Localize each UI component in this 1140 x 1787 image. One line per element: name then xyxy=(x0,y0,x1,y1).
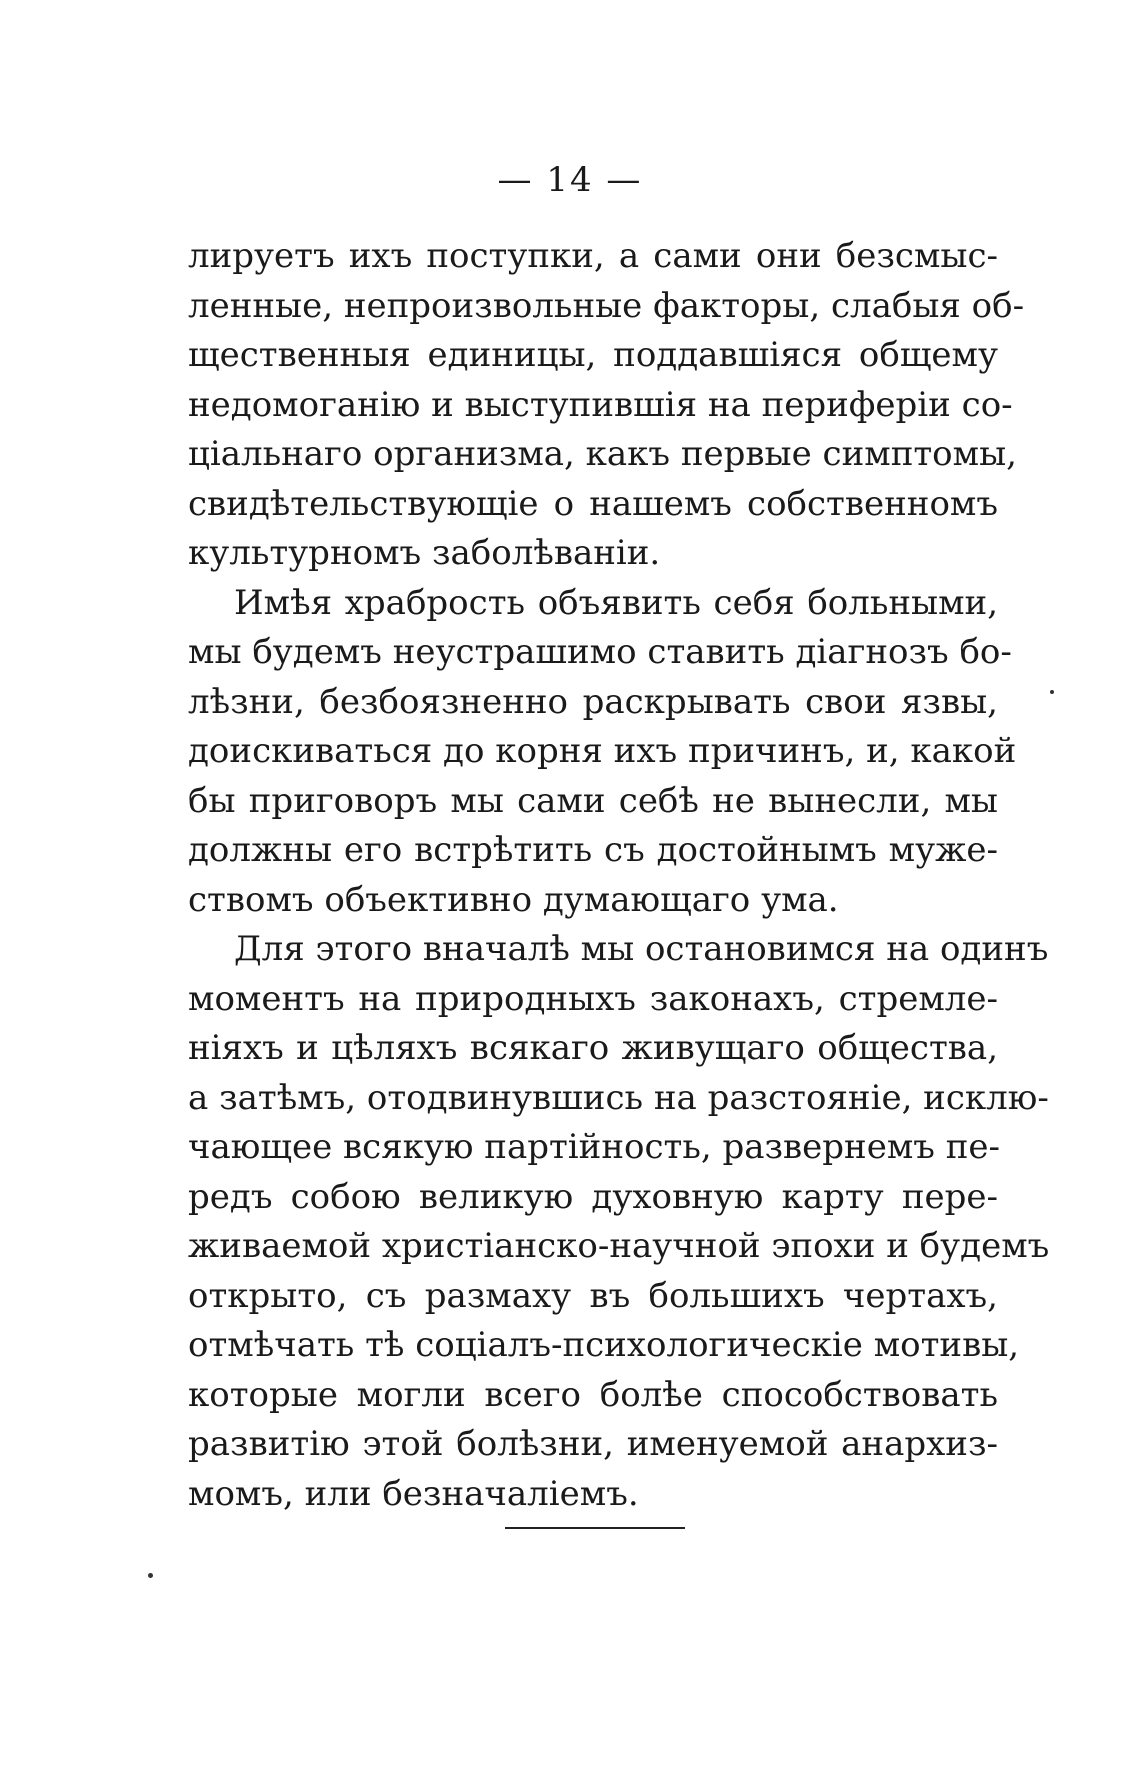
body-text xyxy=(188,232,1050,1519)
print-speck xyxy=(148,1573,153,1578)
text-line: чающее всякую партійность, развернемъ пе- xyxy=(188,1127,1000,1167)
text-line: Имѣя храбрость объявить себя больными, xyxy=(234,582,998,623)
text-line: должны его встрѣтить съ достойнымъ муже- xyxy=(188,830,998,870)
text-line: живаемой христіанско-научной эпохи и будемъ xyxy=(188,1226,1050,1266)
text-line: момъ, или безначаліемъ. xyxy=(188,1473,639,1514)
text-line: моментъ на природныхъ законахъ, стремле- xyxy=(188,978,998,1019)
text-line: Для этого вначалѣ мы остановимся на одинъ xyxy=(234,929,1049,969)
section-end-rule xyxy=(505,1527,685,1529)
text-line: свидѣтельствующіе о нашемъ собственномъ xyxy=(188,483,998,524)
text-line: лѣзни, безбоязненно раскрывать свои язвы, xyxy=(188,681,998,722)
text-line: отмѣчать тѣ соціалъ-психологическіе мотивы, xyxy=(188,1325,1020,1365)
text-line: щественныя единицы, поддавшіяся общему xyxy=(188,335,998,375)
text-line: недомоганію и выступившія на периферіи со- xyxy=(188,384,1013,425)
text-line: развитію этой болѣзни, именуемой анархиз- xyxy=(188,1424,998,1464)
text-line: лируетъ ихъ поступки, а сами они безсмыс- xyxy=(188,236,998,276)
text-line: бы приговоръ мы сами себѣ не вынесли, мы xyxy=(188,780,998,821)
text-line: а затѣмъ, отодвинувшись на разстояніе, исклю- xyxy=(188,1077,1049,1118)
text-line: редъ собою великую духовную карту пере- xyxy=(188,1176,998,1217)
text-line: открыто, съ размаху въ большихъ чертахъ, xyxy=(188,1275,998,1316)
page-number: — 14 — xyxy=(497,160,643,200)
print-speck xyxy=(1050,690,1054,694)
text-line: ствомъ объективно думающаго ума. xyxy=(188,879,839,920)
text-line: ніяхъ и цѣляхъ всякаго живущаго общества, xyxy=(188,1028,998,1068)
text-line: ціальнаго организма, какъ первые симптомы, xyxy=(188,434,1017,474)
text-line: мы будемъ неустрашимо ставить діагнозъ бо- xyxy=(188,632,1012,672)
text-line: которые могли всего болѣе способствовать xyxy=(188,1374,998,1415)
text-line: доискиваться до корня ихъ причинъ, и, какой xyxy=(188,731,1017,771)
text-line: ленные, непроизвольные факторы, слабыя об- xyxy=(188,285,1025,326)
text-line: культурномъ заболѣваніи. xyxy=(188,533,661,573)
